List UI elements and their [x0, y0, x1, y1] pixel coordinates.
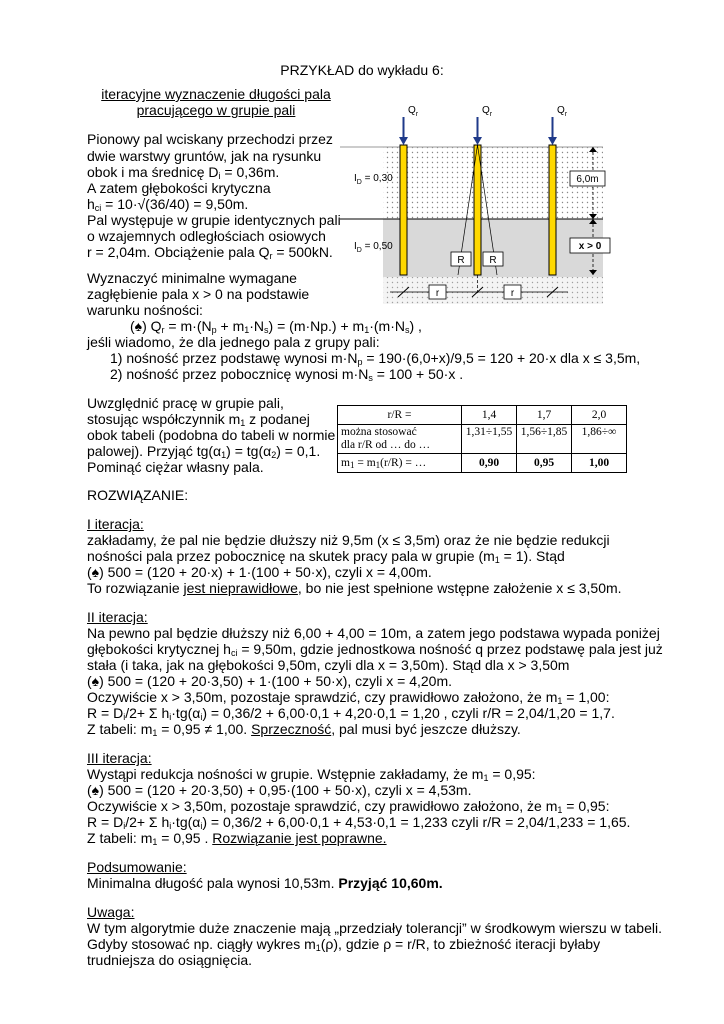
intro-line-5: $h_{ci} = 10\cdot√(36/40) = 9,50m$.	[87, 196, 249, 213]
intro-line-8: r = 2,04m. Obciążenie pala $Q_r = 500kN$.	[87, 244, 333, 261]
iteration-2-heading: II iteracja:	[87, 609, 148, 625]
load-label-right: $Q_r$	[557, 105, 568, 118]
solution-heading: ROZWIĄZANIE:	[87, 487, 189, 503]
load-label-middle: $Q_r$	[482, 105, 493, 118]
iteration-1-line-3: (♠) 500 = (120 + 20·x) + 1·(100 + 50·x), czyli x = 4,00m.	[87, 564, 432, 580]
load-arrow-right	[548, 117, 557, 145]
task-formula: (♠) $Q_r = m\cdot(N_p + m_1\cdot N_s) = (m\cdot Np.) + m_1\cdot(m\cdot N_s)$ ,	[130, 318, 422, 335]
density-label-upper: $I_D = 0,30$	[354, 173, 393, 186]
radius-label-left: R	[457, 255, 465, 266]
pile-right	[549, 145, 556, 275]
group-line-4: palowej). Przyjąć $tg(\alpha_1) = tg(\alpha_2) = 0,1$.	[87, 443, 321, 460]
table-cell: 1,86÷∞	[572, 425, 627, 454]
table-cell: $m_1 = m_1(r/R)$ = …	[338, 454, 462, 473]
x-label: x > 0	[578, 241, 602, 252]
iteration-3-line-1: Wystąpi redukcja nośności w grupie. Wstępnie zakładamy, że $m_1 = 0,95$:	[87, 766, 536, 783]
page-title: PRZYKŁAD do wykładu 6:	[280, 62, 444, 78]
group-line-2: stosując współczynnik $m_1$ z podanej	[87, 411, 310, 428]
table-cell: 1,31÷1,55	[462, 425, 517, 454]
iteration-3-line-3: Oczywiście x > 3,50m, pozostaje sprawdzić, czy prawidłowo założono, że $m_1 = 0,95$:	[87, 798, 610, 815]
table-cell: r/R =	[338, 406, 462, 425]
table-cell: 1,4	[462, 406, 517, 425]
task-line-7: 2) nośność przez pobocznicę wynosi $m\cdot N_s = 100 + 50\cdot x$ .	[110, 366, 464, 383]
note-line-1: W tym algorytmie duże znaczenie mają „przedziały tolerancji” w środkowym wierszu w tabeli.	[87, 920, 662, 936]
group-coefficient-table	[337, 405, 627, 473]
iteration-2-line-6: $R = D_i/2+ \Sigma$ $h_i\cdot tg(\alpha_i) = 0,36/2 + 6,00\cdot 0,1 + 4,20\cdot 0,1 = 1,20$ , czyli r/R = 2,04/1,20 = 1,7.	[87, 705, 615, 722]
iteration-2-line-1: Na pewno pal będzie dłuższy niż 6,00 + 4,00 = 10m, a zatem jego podstawa wypada poniżej	[87, 625, 660, 641]
iteration-1-heading: I iteracja:	[87, 516, 144, 532]
iteration-2-line-2: głębokości krytycznej $h_{ci} = 9,50m$, gdzie jednostkowa nośność q przez podstawę pala jest już	[87, 641, 663, 658]
note-line-2: Gdyby stosować np. ciągły wykres $m_1(\rho)$, gdzie ρ = r/R, to zbieżność iteracji byłaby	[87, 936, 601, 953]
iteration-2-line-5: Oczywiście x > 3,50m, pozostaje sprawdzić, czy prawidłowo założono, że $m_1 = 1,00$:	[87, 689, 610, 706]
table-cell: 1,7	[517, 406, 572, 425]
note-heading: Uwaga:	[87, 904, 135, 920]
table-cell: można stosować dla r/R od … do …	[338, 425, 462, 454]
summary-heading: Podsumowanie:	[87, 859, 187, 875]
iteration-2-line-3: stała (i taka, jak na głębokości 9,50m, czyli dla x = 3,50m). Stąd dla x > 3,50m	[87, 657, 570, 673]
radius-label-right: R	[489, 255, 497, 266]
group-line-5: Pominąć ciężar własny pala.	[87, 459, 264, 475]
summary-line-1: Minimalna długość pala wynosi 10,53m. Przyjąć 10,60m.	[87, 875, 443, 891]
iteration-2-line-7: Z tabeli: $m_1 = 0,95 \ne 1,00$. Sprzeczność, pal musi być jeszcze dłuższy.	[87, 721, 521, 738]
intro-line-4: A zatem głębokości krytyczna	[87, 180, 271, 196]
note-line-3: trudniejsza do osiągnięcia.	[87, 952, 252, 968]
iteration-3-line-2: (♠) 500 = (120 + 20·3,50) + 0,95·(100 + 50·x), czyli x = 4,53m.	[87, 782, 472, 798]
subtitle-line-2: pracującego w grupie pali	[136, 102, 296, 118]
table-row	[338, 425, 627, 454]
intro-line-1: Pionowy pal wciskany przechodzi przez	[87, 131, 333, 147]
table-cell: 0,95	[517, 454, 572, 473]
pile-left	[400, 145, 407, 275]
iteration-3-line-5: Z tabeli: $m_1 = 0,95$ . Rozwiązanie jest poprawne.	[87, 830, 387, 847]
density-label-lower: $I_D = 0,50$	[354, 241, 393, 254]
group-line-3: obok tabeli (podobna do tabeli w normie	[87, 427, 336, 443]
iteration-1-line-4: To rozwiązanie jest nieprawidłowe, bo nie jest spełnione wstępne założenie x ≤ 3,50m.	[87, 580, 622, 596]
table-cell: 1,00	[572, 454, 627, 473]
intro-line-3: obok i ma średnicę $D_i = 0,36m$.	[87, 164, 280, 181]
iteration-1-line-2: nośności pala przez pobocznicę na skutek pracy pala w grupie $(m_1 = 1)$. Stąd	[87, 548, 565, 565]
iteration-1-line-1: zakładamy, że pal nie będzie dłuższy niż 9,5m (x ≤ 3,5m) oraz że nie będzie redukcji	[87, 532, 610, 548]
pile-middle	[474, 145, 481, 275]
task-line-2: zagłębienie pala x > 0 na podstawie	[87, 286, 310, 302]
task-line-3: warunku nośności:	[87, 302, 203, 318]
iteration-3-line-4: $R = D_i/2+ \Sigma$ $h_i\cdot tg(\alpha_i) = 0,36/2 + 6,00\cdot 0,1 + 4,53\cdot 0,1 = 1,233$ czyli r/R = 2,04/1,233 = 1,65.	[87, 814, 631, 831]
spacing-label-right: r	[510, 288, 515, 299]
table-cell: 0,90	[462, 454, 517, 473]
table-row	[338, 406, 627, 425]
task-line-5: jeśli wiadomo, że dla jednego pala z grupy pali:	[87, 334, 380, 350]
iteration-2-line-4: (♠) 500 = (120 + 20·3,50) + 1·(100 + 50·x), czyli x = 4,20m.	[87, 673, 453, 689]
intro-line-7: o wzajemnych odległościach osiowych	[87, 228, 326, 244]
task-line-1: Wyznaczyć minimalne wymagane	[87, 270, 297, 286]
depth-label: 6,0m	[576, 174, 599, 185]
group-line-1: Uwzględnić pracę w grupie pali,	[87, 395, 284, 411]
task-line-6: 1) nośność przez podstawę wynosi $m\cdot N_p = 190\cdot(6,0+x)/9,5 = 120 + 20\cdot x$ dla x ≤ 3,5m,	[110, 350, 641, 367]
iteration-3-heading: III iteracja:	[87, 750, 152, 766]
load-arrow-middle	[473, 117, 482, 145]
intro-line-2: dwie warstwy gruntów, jak na rysunku	[87, 148, 322, 164]
pile-group-diagram	[340, 95, 625, 310]
spacing-label-left: r	[435, 288, 440, 299]
load-arrow-left	[399, 117, 408, 145]
table-row	[338, 454, 627, 473]
table-cell: 1,56÷1,85	[517, 425, 572, 454]
intro-line-6: Pal występuje w grupie identycznych pali	[87, 212, 341, 228]
subtitle-line-1: iteracyjne wyznaczenie długości pala	[101, 86, 331, 102]
load-label-left: $Q_r$	[408, 105, 419, 118]
table-cell: 2,0	[572, 406, 627, 425]
